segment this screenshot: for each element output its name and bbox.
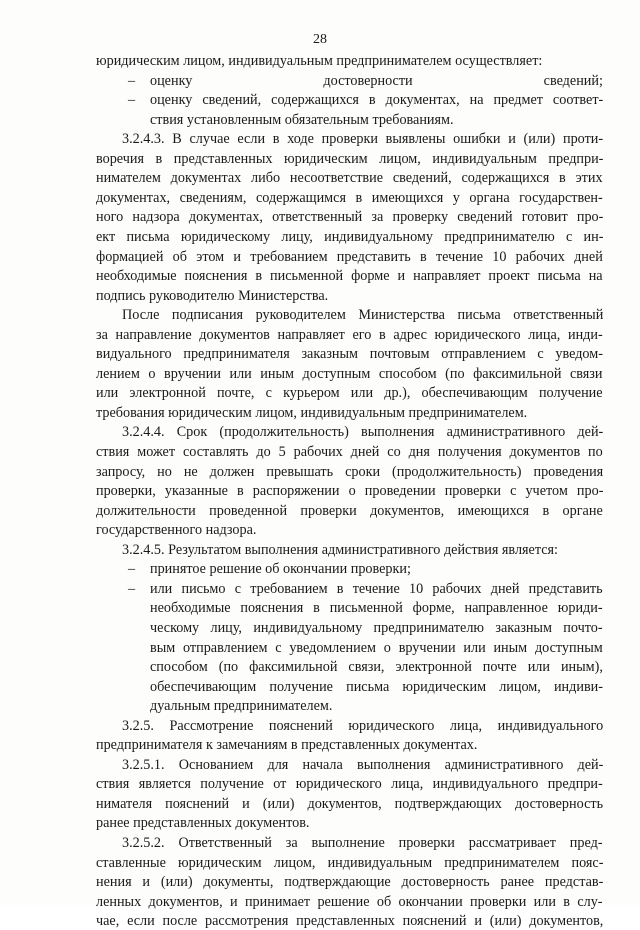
text-line: 3.2.4.5. Результатом выполнения административного действия является: [122,541,558,558]
text-line: видуального предпринимателя заказным почтовым отправлением с уведом- [96,346,603,363]
text-line: После подписания руководителем Министерства письма ответственный [122,307,604,324]
text-line: ного надзора документах, ответственный за проверку сведений готовит про- [96,209,604,226]
text-line: обеспечивающим получение письма юридическим лицом, индиви- [150,678,603,695]
text-line: требования юридическим лицом, индивидуальным предпринимателем. [96,404,528,421]
text-line: принятое решение об окончании проверки; [150,561,411,578]
text-line: проверки, указанные в распоряжении о проведении проверки с учетом про- [96,483,604,500]
text-line: ставленные юридическим лицом, индивидуальным предпринимателем пояс- [96,854,604,871]
text-line: должительности проведенной проверки документов, имеющихся в органе [96,502,603,519]
text-line: оценку достоверности сведений; [150,72,603,89]
text-line: документах, сведениям, содержащимся в имеющихся у органа государствен- [96,189,603,206]
text-line: дуальным предпринимателем. [150,698,333,715]
text-line: или письмо с требованием в течение 10 рабочих дней представить [150,580,603,597]
text-line: предпринимателя к замечаниям в представленных документах. [96,737,478,754]
text-line: 3.2.5. Рассмотрение пояснений юридического лица, индивидуального [122,717,604,734]
text-line: 3.2.4.4. Срок (продолжительность) выполнения административного дей- [122,424,604,441]
text-line: государственного надзора. [96,522,257,539]
text-line: за направление документов направляет его в адрес юридического лица, инди- [96,326,603,343]
text-line: необходимые пояснения в письменной форме и направляет проект письма на [96,268,603,285]
text-line: нения и (или) документы, подтверждающие достоверность ранее представ- [96,874,604,891]
text-line: ческому лицу, индивидуальному предпринимателю заказным почто- [150,619,603,636]
text-line: способом (по факсимильной связи, электронной почте или иным), [150,659,603,676]
text-line: ствия может составлять до 5 рабочих дней со дня получения документов по [96,444,603,460]
text-line: юридическим лицом, индивидуальным предпринимателем осуществляет: [96,53,543,69]
bullet-dash: – [128,72,136,89]
text-line: ствия является получение от юридического лица, индивидуального предпри- [96,776,603,793]
text-line: ствия установленным обязательным требованиям. [150,111,454,128]
text-line: чае, если после рассмотрения представленных пояснений и (или) документов, [96,913,604,930]
text-line: лением о вручении или иным доступным способом (по факсимильной связи [96,365,603,382]
text-line: 3.2.4.3. В случае если в ходе проверки выявлены ошибки и (или) проти- [122,131,604,148]
text-line: запросу, но не должен превышать сроки (продолжительность) проведения [96,463,604,480]
bullet-dash: – [128,561,136,578]
text-line: ект письма юридическому лицу, индивидуальному предпринимателю с ин- [96,228,604,245]
text-line: формацией об этом и требованием представить в течение 10 рабочих дней [96,248,603,265]
bullet-dash: – [128,580,136,597]
text-line: или электронной почте, с курьером или др.), обеспечивающим получение [96,385,603,402]
bullet-dash: – [128,92,136,109]
text-line: 3.2.5.1. Основанием для начала выполнения административного дей- [122,756,604,773]
text-line: подпись руководителю Министерства. [96,287,329,304]
page-number: 28 [313,32,327,47]
text-line: нимателя пояснений и (или) документов, подтверждающих достоверность [96,795,604,812]
text-line: нимателем документах либо несоответствие сведений, содержащихся в этих [96,170,603,187]
text-line: воречия в представленных юридическим лицом, индивидуальным предпри- [96,150,604,167]
text-line: оценку сведений, содержащихся в документах, на предмет соответ- [150,92,604,109]
text-line: ранее представленных документов. [96,815,310,832]
text-line: ленных документов, и принимает решение об окончании проверки или в слу- [96,893,603,910]
text-line: необходимые пояснения в письменной форме, направленное юриди- [150,600,603,617]
text-line: 3.2.5.2. Ответственный за выполнение проверки рассматривает пред- [122,835,603,851]
text-line: вым отправлением с уведомлением о вручении или иным доступным [150,639,603,656]
